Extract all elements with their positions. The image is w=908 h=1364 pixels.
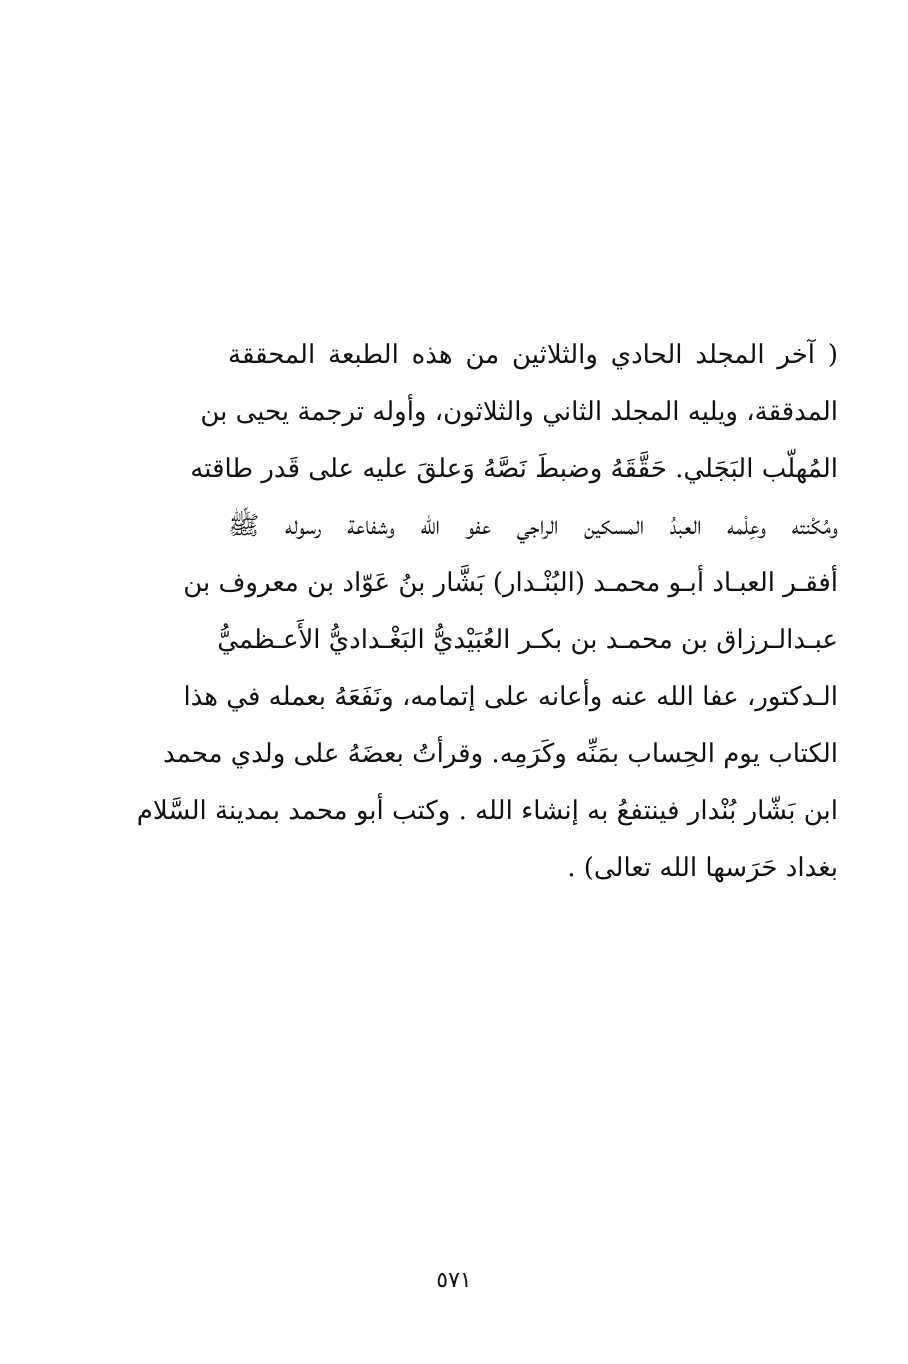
colophon-line: ( آخر المجلد الحادي والثلاثين من هذه الطبعة المحققة [228, 340, 838, 370]
colophon-line: ابن بَشّار بُنْدار فينتفعُ به إنشاء الله . وكتب أبو محمد بمدينة السَّلام [136, 796, 838, 826]
colophon-line: المُهلّب البَجَلي. حَقَّقَهُ وضبطَ نَصَّهُ وَعلقَ عليه على قَدر طاقته [190, 454, 838, 484]
colophon-line: المدققة، ويليه المجلد الثاني والثلاثون، وأوله ترجمة يحيى بن [200, 397, 838, 427]
colophon-line: أفقـر العبـاد أبـو محمـد (البُنْـدار) بَشَّار بنُ عَوّاد بن معروف بن [183, 568, 838, 598]
colophon-line: الكتاب يوم الحِساب بمَنِّه وكَرَمِه. وقرأتُ بعضَهُ على ولدي محمد [163, 739, 838, 769]
colophon-line: بغداد حَرَسها الله تعالى) . [567, 853, 838, 883]
colophon-line: الـدكتور، عفا الله عنه وأعانه على إتمامه، ونَفَعَهُ بعمله في هذا [183, 682, 838, 712]
colophon-line: ومُكْنته وعِلْمه العبدُ المسكين الراجي عفو الله وشفاعة رسوله ﷺ [228, 511, 838, 541]
colophon-line: عبـدالـرزاق بن محمـد بن بكـر العُبَيْديُّ البَغْـداديُّ الأَعـظميُّ [217, 625, 838, 655]
page-number: ٥٧١ [436, 1268, 472, 1293]
colophon-paragraph [136, 330, 838, 900]
